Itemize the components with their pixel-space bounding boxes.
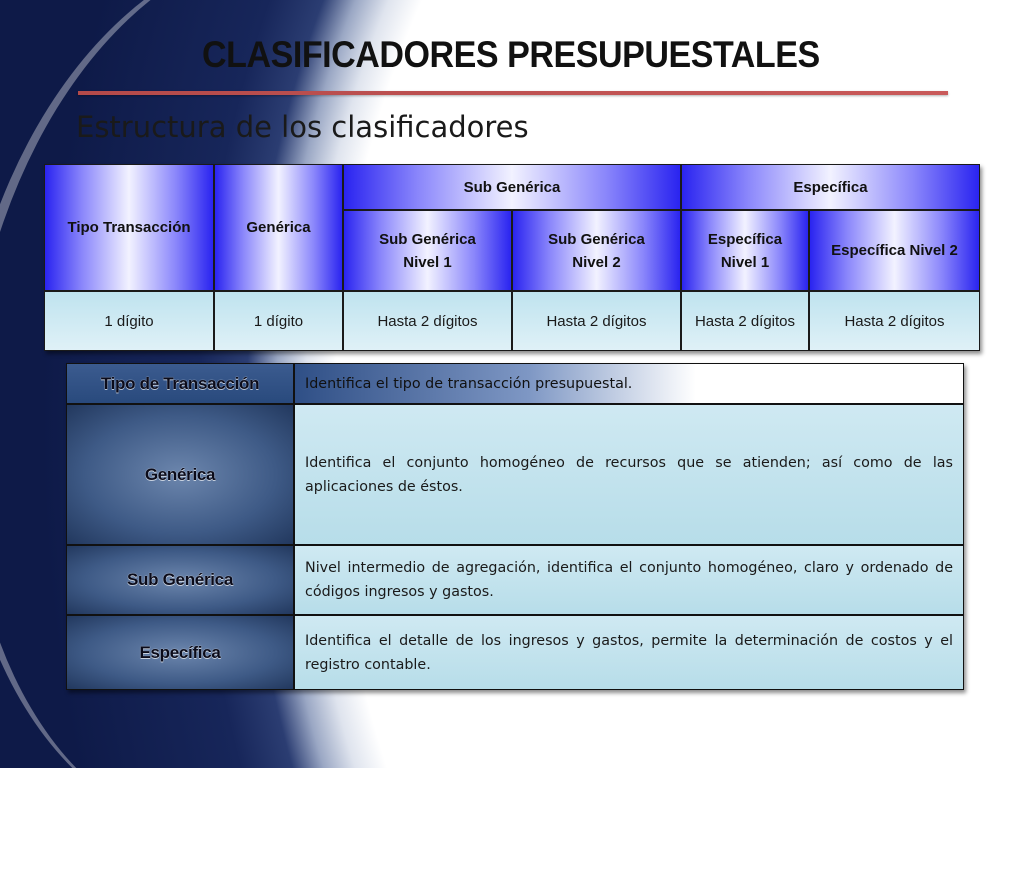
description-text: Identifica el conjunto homogéneo de recursos que se atienden; así como de las aplicaciones de éstos. (305, 454, 953, 495)
value-sub-generica-nivel-2: Hasta 2 dígitos (512, 291, 681, 351)
term-sub-generica: Sub Genérica (66, 545, 294, 615)
slide-subtitle: Estructura de los clasificadores (76, 110, 529, 144)
header-tipo-transaccion: Tipo Transacción (44, 164, 214, 291)
header-sub-generica-nivel-1: Sub Genérica Nivel 1 (343, 210, 512, 291)
header-especifica-nivel-1: Específica Nivel 1 (681, 210, 809, 291)
header-especifica-nivel-2: Específica Nivel 2 (809, 210, 980, 291)
value-sub-generica-nivel-1: Hasta 2 dígitos (343, 291, 512, 351)
description-especifica (294, 615, 964, 690)
term-tipo-de-transaccion: Tipo de Transacción (66, 363, 294, 404)
description-text: Identifica el tipo de transacción presupuestal. (305, 375, 633, 392)
header-sub-generica-nivel-2: Sub Genérica Nivel 2 (512, 210, 681, 291)
description-tipo-de-transaccion (294, 363, 964, 404)
value-especifica-nivel-1: Hasta 2 dígitos (681, 291, 809, 351)
value-especifica-nivel-2: Hasta 2 dígitos (809, 291, 980, 351)
header-especifica: Específica (681, 164, 980, 210)
definitions-table (66, 363, 964, 690)
header-generica: Genérica (214, 164, 343, 291)
value-generica: 1 dígito (214, 291, 343, 351)
structure-table (44, 164, 980, 351)
value-tipo-transaccion: 1 dígito (44, 291, 214, 351)
description-generica (294, 404, 964, 545)
title-underline (78, 91, 948, 95)
description-text: Identifica el detalle de los ingresos y gastos, permite la determinación de costos y el registro contable. (305, 632, 953, 673)
description-text: Nivel intermedio de agregación, identifica el conjunto homogéneo, claro y ordenado de códigos ingresos y gastos. (305, 560, 953, 600)
term-generica: Genérica (66, 404, 294, 545)
header-sub-generica: Sub Genérica (343, 164, 681, 210)
slide-title: CLASIFICADORES PRESUPUESTALES (202, 34, 820, 75)
description-sub-generica (294, 545, 964, 615)
term-especifica: Específica (66, 615, 294, 690)
